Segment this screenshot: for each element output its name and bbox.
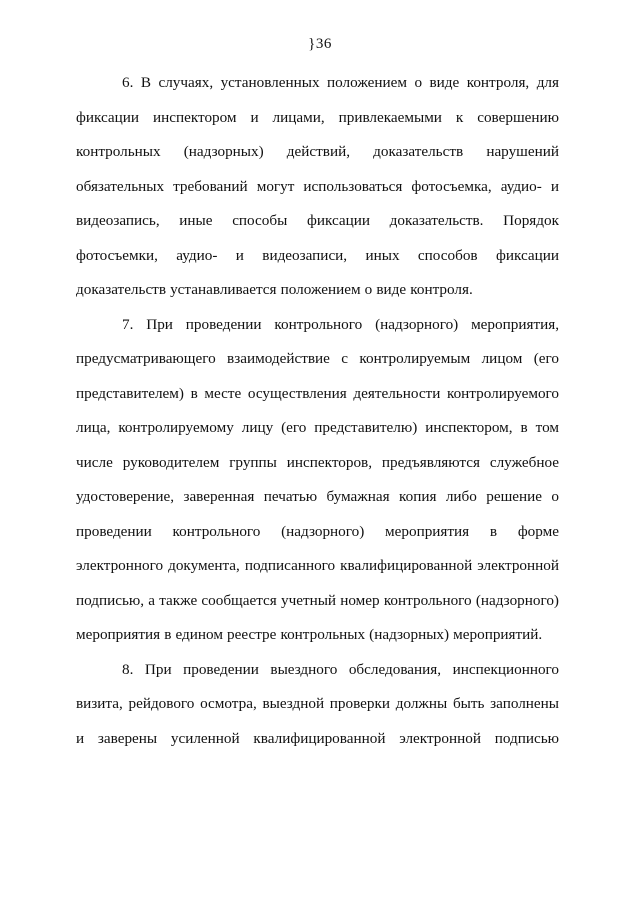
paragraph-7: 7. При проведении контрольного (надзорного) мероприятия, предусматривающего взаимодействие с контролируемым лицом (его представителем) в месте осуществления деятельности контролируемого лица, контролируемому лицу (его представителю) инспектором, в том числе руководителем группы инспекторов, предъявляются служебное удостоверение, заверенная печатью бумажная копия либо решение о проведении контрольного (надзорного) мероприятия в форме электронного документа, подписанного квалифицированной электронной подписью, а также сообщается учетный номер контрольного (надзорного) мероприятия в едином реестре контрольных (надзорных) мероприятий. — [76, 315, 559, 643]
document-body — [76, 66, 559, 756]
paragraph-6: 6. В случаях, установленных положением о виде контроля, для фиксации инспектором и лицами, привлекаемыми к совершению контрольных (надзорных) действий, доказательств нарушений обязательных требований могут использоваться фотосъемка, аудио- и видеозапись, иные способы фиксации доказательств. Порядок фотосъемки, аудио- и видеозаписи, иных способов фиксации доказательств устанавливается положением о виде контроля. — [76, 74, 559, 298]
paragraph-8: 8. При проведении выездного обследования, инспекционного визита, рейдового осмотра, выездной проверки должны быть заполнены и заверены усиленной квалифицированной электронной подписью — [76, 660, 559, 747]
page-number: }36 — [308, 36, 332, 52]
